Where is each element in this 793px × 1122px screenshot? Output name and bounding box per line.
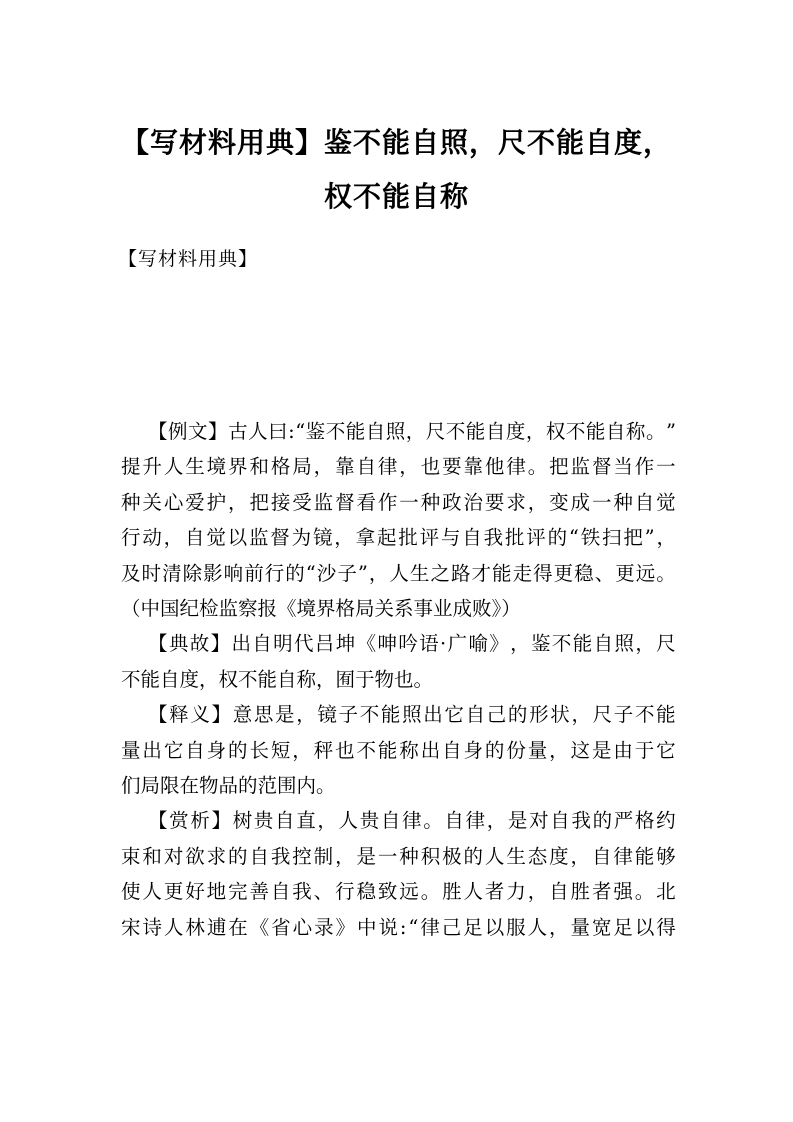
document-title — [80, 116, 713, 224]
meaning-line-2: 量 出 它 自 身 的 长 短 ， 秤 也 不 能 称 出 自 身 的 份 量 ， 这 是 由 于 它 — [121, 738, 676, 762]
example-source: （中国纪检监察报《境界格局关系事业成败》） — [121, 597, 521, 621]
title-line-2: 权不能自称 — [323, 180, 469, 213]
example-line-3: 种 关 心 爱 护 ， 把 接 受 监 督 看 作 一 种 政 治 要 求 ， 变 成 一 种 自 觉 — [121, 490, 676, 514]
example-line-2: 提 升 人 生 境 界 和 格 局 ， 靠 自 律 ， 也 要 靠 他 律 。 把 监 督 当 作 一 — [121, 455, 676, 479]
meaning-line-3: 们局限在物品的范围内。 — [121, 774, 336, 798]
document-body — [121, 414, 676, 945]
example-line-5: 及 时 清 除 影 响 前 行 的 “ 沙 子 ” ， 人 生 之 路 才 能 走 得 更 稳 、 更 远 。 — [121, 561, 676, 585]
appreciation-line-4: 宋 诗 人 林 逋 在 《 省 心 录 》 中 说 : “ 律 己 足 以 服 人 ， 量 宽 足 以 得 — [121, 915, 676, 939]
example-line-1: 【 例 文 】 古 人 曰 : “ 鉴 不 能 自 照 ， 尺 不 能 自 度 ， 权 不 能 自 称 。 ” — [148, 420, 676, 443]
appreciation-line-1: 【 赏 析 】 树 贵 自 直 ， 人 贵 自 律 。 自 律 ， 是 对 自 我 的 严 格 约 — [148, 809, 676, 833]
example-line-4: 行 动 ， 自 觉 以 监 督 为 镜 ， 拿 起 批 评 与 自 我 批 评 的 “ 铁 扫 把 ” ， — [121, 526, 676, 550]
allusion-line-2: 不能自度，权不能自称，囿于物也。 — [121, 667, 434, 691]
appreciation-line-3: 使 人 更 好 地 完 善 自 我 、 行 稳 致 远 。 胜 人 者 力 ， 自 胜 者 强 。 北 — [121, 880, 676, 904]
category-tag: 【写材料用典】 — [118, 248, 259, 270]
title-line-1: 【写材料用典】鉴不能自照，尺不能自度， — [120, 126, 672, 159]
appreciation-line-2: 束 和 对 欲 求 的 自 我 控 制 ， 是 一 种 积 极 的 人 生 态 度 ， 自 律 能 够 — [121, 844, 676, 868]
allusion-line-1: 【 典 故 】 出 自 明 代 吕 坤 《 呻 吟 语 · 广 喻 》 ， 鉴 不 能 自 照 ， 尺 — [148, 632, 676, 656]
meaning-line-1: 【 释 义 】 意 思 是 ， 镜 子 不 能 照 出 它 自 己 的 形 状 ， 尺 子 不 能 — [148, 703, 676, 727]
